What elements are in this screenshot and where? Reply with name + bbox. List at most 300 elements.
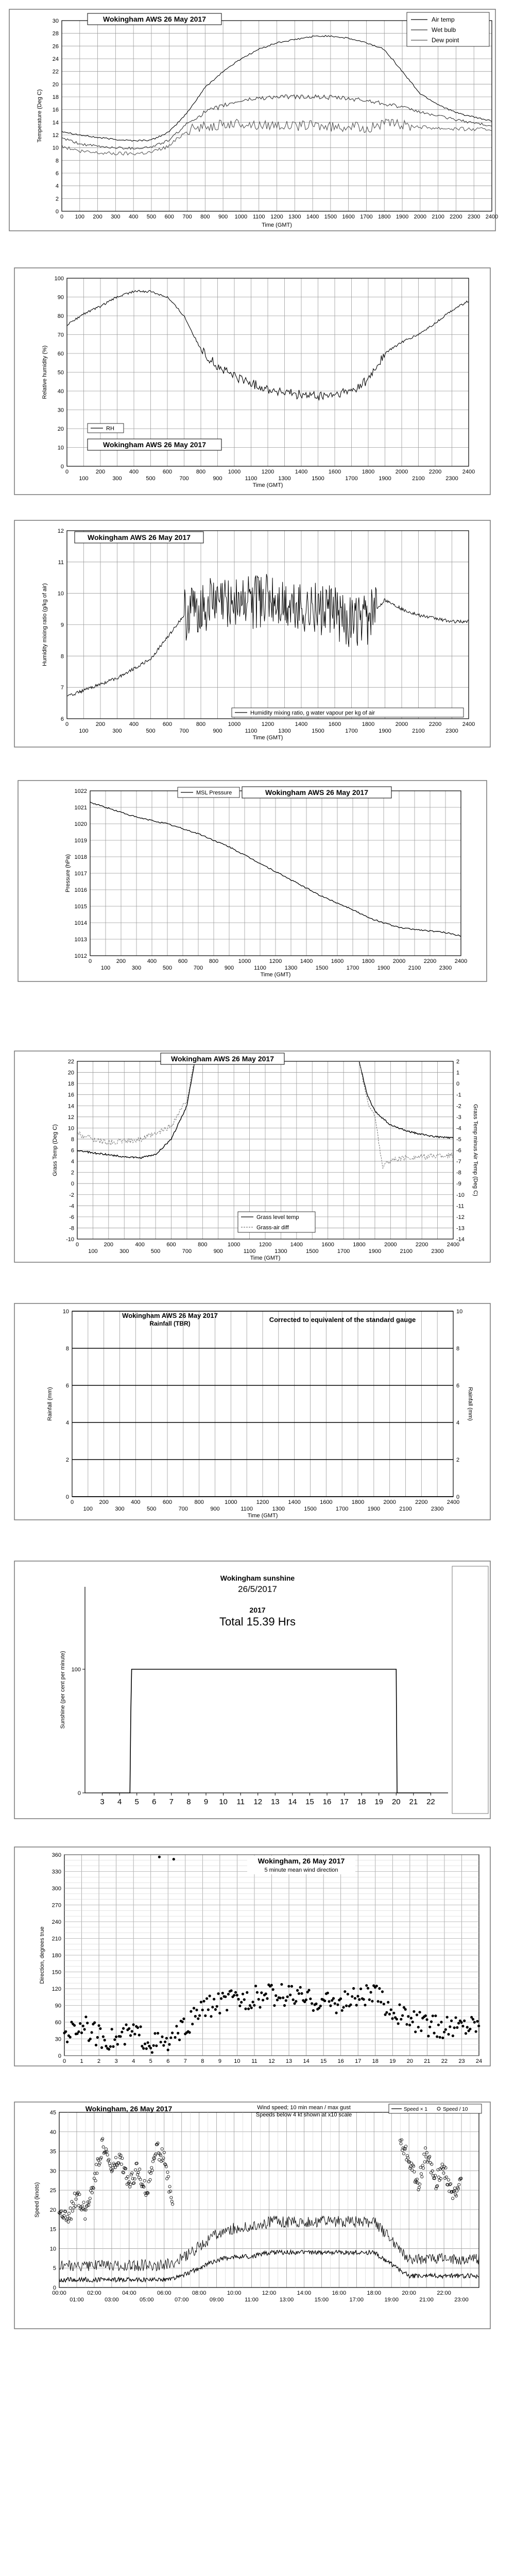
direction-point: [125, 2023, 128, 2026]
scaled-speed-point: [167, 2175, 169, 2178]
x-tick-label: 700: [178, 1506, 188, 1512]
direction-point: [276, 1998, 279, 2001]
y-tick-label: 0: [77, 1790, 81, 1797]
legend-entry: RH: [106, 426, 114, 432]
direction-point: [147, 2041, 149, 2044]
direction-point: [177, 2032, 179, 2035]
x-tick-label: 2100: [408, 965, 421, 971]
x-tick-label: 15: [305, 1798, 314, 1806]
scaled-speed-point: [60, 2210, 63, 2212]
x-tick-label: 2300: [445, 476, 458, 482]
x-tick-label: 20: [391, 1798, 401, 1806]
direction-point: [213, 1998, 215, 2001]
y2-tick-label: 6: [456, 1383, 460, 1389]
direction-point: [111, 2028, 113, 2030]
direction-point: [416, 2013, 418, 2016]
chart-subtitle-2: Speeds below 4 kt shown at x10 scale: [255, 2112, 352, 2118]
x-tick-label: 10: [219, 1798, 228, 1806]
x-tick-label: 6: [152, 1798, 157, 1806]
sunshine-line: [102, 1669, 431, 1793]
y-tick-label: 300: [52, 1886, 61, 1892]
x-tick-label: 400: [135, 1242, 145, 1248]
x-tick-label: 19: [374, 1798, 384, 1806]
direction-point: [414, 2030, 417, 2033]
direction-point: [113, 2038, 116, 2041]
x-tick-label: 16: [322, 1798, 332, 1806]
direction-point: [335, 2011, 338, 2014]
direction-point: [342, 2006, 345, 2009]
x-tick-label: 20: [406, 2058, 413, 2064]
direction-point: [161, 2036, 163, 2038]
x-tick-label: 1500: [312, 476, 324, 482]
x-tick-label: 0: [70, 1499, 74, 1505]
direction-point: [273, 2004, 276, 2007]
direction-point: [450, 2020, 453, 2022]
y-tick-label: 5: [53, 2265, 56, 2272]
x-tick-label: 1800: [378, 214, 391, 220]
direction-point: [385, 2011, 388, 2014]
y-tick-label: 1018: [74, 854, 87, 860]
direction-point: [202, 2000, 205, 2003]
direction-point: [299, 1986, 302, 1989]
x-axis-label: Time (GMT): [260, 972, 291, 978]
y-tick-label: -2: [69, 1192, 74, 1198]
x-tick-label: 500: [146, 476, 156, 482]
direction-point: [377, 2000, 380, 2003]
y2-tick-label: -12: [456, 1214, 465, 1221]
x-tick-label: 18: [357, 1798, 366, 1806]
y2-tick-label: -7: [456, 1159, 461, 1165]
x-tick-label: 05:00: [140, 2297, 154, 2303]
y-tick-label: 70: [57, 332, 64, 338]
direction-point: [178, 2039, 181, 2041]
y-tick-label: 10: [52, 145, 59, 151]
x-tick-label: 02:00: [87, 2290, 101, 2296]
direction-point: [436, 2036, 438, 2038]
y-tick-label: 10: [62, 1309, 69, 1315]
direction-point: [116, 2043, 119, 2045]
x-tick-label: 1900: [379, 476, 391, 482]
chart-temperature: [9, 9, 498, 231]
x-tick-label: 1800: [351, 1499, 365, 1505]
grid-lines: [67, 278, 469, 466]
direction-point: [305, 1998, 307, 2001]
x-tick-label: 400: [131, 1499, 141, 1505]
scaled-speed-point: [153, 2157, 156, 2160]
y-tick-label: 6: [65, 1383, 69, 1389]
direction-point: [463, 2020, 466, 2022]
direction-point: [428, 2026, 431, 2028]
direction-point: [298, 1992, 300, 1995]
direction-point: [218, 2012, 221, 2014]
direction-point: [247, 2008, 250, 2010]
direction-point: [258, 1998, 260, 2001]
direction-point: [151, 2051, 153, 2054]
direction-point: [233, 1994, 235, 1996]
y-axis-label: Pressure (hPa): [65, 854, 71, 892]
x-tick-label: 01:00: [70, 2297, 84, 2303]
direction-point: [290, 1985, 293, 1988]
x-tick-label: 14:00: [297, 2290, 312, 2296]
x-tick-label: 1500: [315, 965, 329, 971]
x-tick-label: 1300: [288, 214, 301, 220]
x-tick-label: 300: [119, 1248, 129, 1255]
grid-lines: [90, 791, 461, 956]
direction-point: [270, 1984, 273, 1987]
x-tick-label: 1300: [274, 1248, 287, 1255]
direction-point: [347, 1993, 349, 1995]
y-tick-label: 20: [67, 1070, 74, 1076]
x-tick-label: 1300: [278, 476, 291, 482]
direction-point: [473, 2021, 476, 2024]
x-tick-label: 04:00: [122, 2290, 136, 2296]
direction-point: [82, 2025, 84, 2027]
x-tick-label: 0: [75, 1242, 79, 1248]
scaled-speed-point: [71, 2200, 73, 2203]
direction-point: [142, 2047, 145, 2049]
x-tick-label: 1000: [227, 1242, 241, 1248]
x-tick-label: 2100: [412, 476, 425, 482]
x-tick-label: 500: [146, 728, 156, 734]
direction-point: [95, 2044, 97, 2046]
direction-point: [309, 1997, 312, 2000]
scaled-speed-point: [72, 2202, 75, 2205]
scaled-speed-point: [436, 2184, 439, 2187]
scaled-speed-point: [168, 2185, 171, 2188]
y-tick-label: 50: [57, 369, 64, 376]
y-tick-label: 20: [57, 426, 64, 432]
y2-tick-label: -4: [456, 1125, 461, 1132]
y-tick-label: 15: [49, 2226, 56, 2233]
y-tick-label: 1017: [74, 871, 87, 877]
x-tick-label: 1000: [234, 214, 248, 220]
chart-title: Wokingham, 26 May 2017: [258, 1857, 345, 1865]
y-tick-label: 8: [65, 1346, 69, 1352]
direction-point: [211, 2006, 214, 2008]
y2-axis-label: Grass Temp minus Air Temp (Deg C): [472, 1104, 478, 1196]
x-tick-label: 1200: [270, 214, 283, 220]
y-tick-label: 11: [58, 559, 64, 566]
direction-point: [102, 2036, 105, 2038]
direction-point: [141, 2045, 143, 2047]
direction-point: [274, 1994, 277, 1997]
scaled-speed-point: [105, 2148, 107, 2150]
x-tick-label: 9: [203, 1798, 209, 1806]
direction-point: [122, 2027, 125, 2030]
x-tick-label: 2400: [462, 469, 475, 475]
direction-point: [444, 2028, 447, 2031]
x-tick-label: 2000: [414, 214, 427, 220]
x-tick-label: 700: [179, 728, 189, 734]
direction-point: [108, 2048, 110, 2050]
direction-point: [371, 2000, 373, 2003]
y-tick-label: 2: [55, 196, 59, 202]
x-tick-label: 09:00: [209, 2297, 224, 2303]
direction-point: [388, 2013, 391, 2015]
direction-point: [105, 2045, 107, 2047]
direction-point: [400, 2018, 402, 2021]
x-tick-label: 03:00: [105, 2297, 119, 2303]
direction-point: [426, 2018, 428, 2021]
direction-point: [79, 2022, 81, 2025]
direction-point: [287, 1985, 290, 1988]
y-axis-label: Rainfall (mm): [47, 1387, 53, 1421]
scaled-speed-point: [423, 2161, 426, 2163]
x-tick-label: 2200: [415, 1499, 428, 1505]
direction-point: [283, 2004, 286, 2007]
y-tick-label: 1022: [74, 788, 87, 794]
x-tick-label: 2300: [439, 965, 452, 971]
scaled-speed-point: [150, 2166, 153, 2169]
scaled-speed-point: [425, 2156, 427, 2158]
direction-point: [312, 2009, 315, 2012]
direction-point: [238, 2005, 241, 2007]
direction-point: [439, 2036, 441, 2039]
scaled-speed-point: [102, 2146, 105, 2148]
y2-tick-label: -2: [456, 1103, 461, 1110]
grid-lines: [62, 21, 492, 211]
direction-point: [465, 2032, 467, 2035]
y-tick-label: 10: [49, 2246, 56, 2252]
direction-point: [476, 2020, 478, 2023]
direction-point: [272, 1988, 274, 1991]
y-axis-label: Sunshine (per cent per minute): [60, 1651, 66, 1729]
y-tick-label: 1014: [74, 920, 87, 926]
y-tick-label: 12: [52, 132, 59, 139]
x-tick-label: 20:00: [402, 2290, 416, 2296]
scaled-speed-point: [421, 2176, 423, 2178]
scaled-speed-point: [423, 2153, 425, 2156]
scaled-speed-point: [458, 2183, 460, 2186]
chart-subtitle: Wind speed; 10 min mean / max gust: [257, 2105, 351, 2111]
direction-point: [381, 1990, 384, 1993]
x-tick-label: 22: [441, 2058, 448, 2064]
y-axis-label: Temperature (Deg C): [37, 89, 43, 143]
x-axis-label: Time (GMT): [252, 735, 283, 741]
x-tick-label: 08:00: [192, 2290, 207, 2296]
scaled-speed-point: [151, 2160, 154, 2163]
direction-point: [249, 2004, 251, 2007]
direction-point: [149, 2047, 152, 2049]
chart-note: Corrected to equivalent of the standard gauge: [269, 1316, 416, 1324]
direction-point: [345, 2005, 348, 2007]
x-tick-label: 2200: [415, 1242, 428, 1248]
x-tick-label: 800: [200, 214, 210, 220]
legend-entry: Wet bulb: [432, 26, 456, 33]
y2-tick-label: 4: [456, 1420, 460, 1426]
x-tick-label: 1900: [368, 1248, 382, 1255]
x-tick-label: 500: [150, 1248, 161, 1255]
scaled-speed-point: [143, 2179, 146, 2182]
direction-point: [349, 2004, 352, 2006]
x-tick-label: 24: [475, 2058, 483, 2064]
grass-air-diff-line-morning: [77, 1063, 195, 1145]
y-tick-label: 25: [49, 2188, 56, 2194]
x-tick-label: 1600: [328, 721, 341, 727]
legend: [88, 423, 124, 433]
y2-tick-label: -11: [456, 1203, 465, 1210]
year-label: 2017: [249, 1606, 266, 1614]
scaled-speed-point: [71, 2210, 74, 2212]
x-tick-label: 21:00: [419, 2297, 434, 2303]
x-tick-label: 15:00: [314, 2297, 329, 2303]
x-tick-label: 23:00: [454, 2297, 469, 2303]
x-tick-label: 1200: [269, 958, 282, 964]
x-tick-label: 600: [162, 721, 173, 727]
x-tick-label: 800: [198, 1242, 208, 1248]
direction-point: [200, 2001, 202, 2003]
x-tick-label: 200: [95, 469, 106, 475]
x-tick-label: 600: [162, 469, 173, 475]
direction-point: [413, 2010, 415, 2013]
direction-point: [365, 1984, 368, 1987]
x-tick-label: 2100: [412, 728, 425, 734]
direction-point: [368, 1998, 371, 2001]
x-tick-label: 700: [182, 1248, 192, 1255]
x-axis-label: Time (GMT): [247, 1513, 278, 1519]
y-tick-label: 7: [60, 685, 64, 691]
x-tick-label: 100: [79, 728, 89, 734]
direction-point: [295, 2000, 297, 2003]
x-tick-label: 1400: [290, 1242, 303, 1248]
direction-point: [164, 2041, 166, 2043]
direction-point: [132, 2023, 135, 2026]
direction-point: [407, 2015, 409, 2018]
legend-entry: Speed × 1: [404, 2107, 427, 2112]
direction-point: [64, 2030, 67, 2033]
y-tick-label: 40: [57, 388, 64, 395]
scaled-speed-point: [405, 2145, 407, 2147]
direction-point: [411, 2021, 414, 2023]
y2-tick-label: 0: [456, 1494, 460, 1500]
y-tick-label: 30: [57, 407, 64, 414]
direction-point: [449, 2025, 451, 2028]
direction-point: [136, 2026, 139, 2029]
x-tick-label: 200: [95, 721, 106, 727]
scaled-speed-point: [114, 2156, 117, 2159]
y-axis-label: Humidity mixing ratio (g/kg of air): [42, 583, 48, 666]
direction-point: [115, 2036, 117, 2038]
x-tick-label: 1800: [353, 1242, 366, 1248]
scaled-speed-point: [400, 2142, 402, 2145]
y-tick-label: 80: [57, 313, 64, 319]
x-tick-label: 400: [128, 214, 139, 220]
x-tick-label: 1100: [252, 214, 265, 220]
y-tick-label: 0: [55, 209, 59, 215]
y-tick-label: 16: [52, 107, 59, 113]
direction-point: [328, 2000, 331, 2003]
direction-point: [195, 2009, 198, 2011]
scaled-speed-point: [422, 2167, 424, 2170]
x-tick-label: 12: [253, 1798, 263, 1806]
x-tick-label: 11:00: [245, 2297, 259, 2303]
x-tick-label: 1100: [254, 965, 266, 971]
y-tick-label: 35: [49, 2148, 56, 2155]
direction-point: [433, 2032, 436, 2035]
direction-point: [437, 2024, 440, 2026]
direction-point: [341, 2009, 344, 2012]
x-tick-label: 600: [164, 214, 174, 220]
x-tick-label: 2100: [400, 1248, 413, 1255]
x-tick-label: 100: [100, 965, 111, 971]
direction-point: [244, 2008, 247, 2010]
direction-point: [332, 1997, 335, 1999]
scaled-speed-point: [149, 2178, 151, 2181]
scaled-speed-point: [139, 2168, 141, 2171]
direction-point: [282, 1996, 284, 1999]
y-tick-label: 1015: [74, 904, 87, 910]
direction-point: [472, 2018, 474, 2021]
x-tick-label: 2100: [432, 214, 444, 220]
x-tick-label: 1200: [261, 469, 274, 475]
scaled-speed-point: [109, 2164, 112, 2167]
direction-point: [205, 1997, 208, 2000]
legend-entry: Grass-air diff: [256, 1225, 289, 1231]
x-axis-label: Time (GMT): [250, 1255, 281, 1261]
x-tick-label: 2000: [383, 1499, 396, 1505]
x-tick-label: 18: [372, 2058, 379, 2064]
direction-point: [182, 2018, 185, 2020]
y2-tick-label: 1: [456, 1070, 460, 1076]
direction-point: [226, 2009, 228, 2011]
x-tick-label: 0: [65, 721, 69, 727]
chart-title: Wokingham AWS 26 May 2017: [88, 533, 191, 541]
direction-point: [220, 1997, 222, 2000]
y-tick-label: 1020: [74, 821, 87, 827]
grid-lines: [72, 1311, 453, 1497]
x-tick-label: 1600: [320, 1499, 333, 1505]
direction-point: [240, 2001, 243, 2004]
direction-point: [434, 2014, 437, 2017]
direction-point: [307, 1989, 310, 1991]
x-tick-label: 2200: [428, 721, 442, 727]
y-tick-label: 9: [60, 622, 64, 629]
y2-tick-label: -10: [456, 1192, 465, 1198]
y2-tick-label: -13: [456, 1225, 465, 1232]
direction-point: [286, 1995, 289, 1998]
chart-frame: [14, 1561, 490, 1819]
scaled-speed-point: [91, 2191, 93, 2194]
direction-point: [119, 2035, 122, 2038]
direction-point: [209, 1995, 211, 1997]
scaled-speed-point: [427, 2159, 430, 2161]
scaled-speed-point: [166, 2171, 169, 2174]
chart-frame: [14, 268, 490, 495]
direction-point: [460, 2021, 463, 2024]
direction-point: [197, 2018, 199, 2020]
x-tick-label: 700: [179, 476, 189, 482]
direction-point: [315, 2003, 317, 2005]
x-tick-label: 4: [117, 1798, 122, 1806]
y-tick-label: 330: [52, 1869, 61, 1875]
y-axis-label: Relative humidity (%): [42, 345, 48, 399]
x-tick-label: 07:00: [174, 2297, 189, 2303]
direction-point: [188, 2031, 191, 2033]
x-tick-label: 1500: [304, 1506, 317, 1512]
direction-point: [387, 2001, 389, 2004]
x-tick-label: 8: [201, 2058, 204, 2064]
x-tick-label: 1900: [367, 1506, 381, 1512]
scaled-speed-point: [127, 2176, 129, 2178]
x-tick-label: 13: [285, 2058, 293, 2064]
scaled-speed-point: [420, 2173, 422, 2175]
y2-tick-label: -1: [456, 1092, 461, 1098]
x-tick-label: 1500: [324, 214, 337, 220]
y-tick-label: 10: [57, 445, 64, 451]
x-tick-label: 500: [162, 965, 173, 971]
x-tick-label: 13:00: [279, 2297, 294, 2303]
x-tick-label: 21: [409, 1798, 418, 1806]
